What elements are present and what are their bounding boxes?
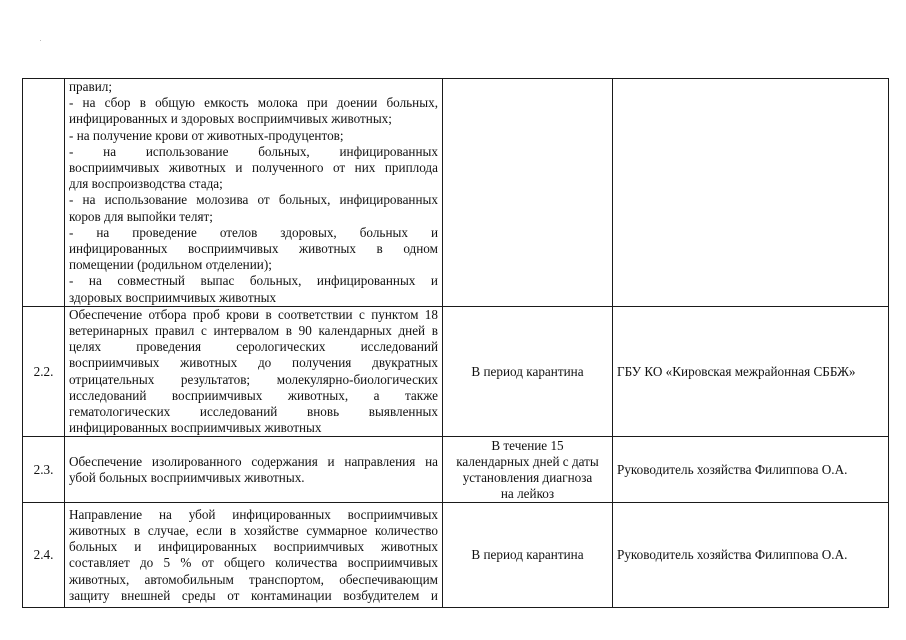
measure-responsible: Руководитель хозяйства Филиппова О.А. <box>613 437 889 503</box>
measures-table <box>22 78 889 608</box>
scan-artifact-dot <box>40 40 41 41</box>
measure-description <box>65 437 443 503</box>
table-row <box>23 79 889 307</box>
description-line: - на сбор в общую емкость молока при доении больных, <box>69 95 438 111</box>
measure-description <box>65 306 443 437</box>
term-line: на лейкоз <box>500 486 555 502</box>
measure-term <box>443 79 613 307</box>
term-line: установления диагноза <box>462 469 593 485</box>
measure-term <box>443 437 613 503</box>
row-number: 2.3. <box>23 437 65 503</box>
description-line: восприимчивых животных до получения двукратных <box>69 355 438 371</box>
description-line: - на использование больных, инфицированных <box>69 143 438 159</box>
table-row <box>23 306 889 437</box>
description-line: животных, автомобильным транспортом, обеспечивающим <box>69 571 438 587</box>
description-line: - на использование молозива от больных, инфицированных <box>69 192 438 208</box>
description-line: составляет до 5 % от общего количества восприимчивых <box>69 555 438 571</box>
measure-term: В период карантина <box>443 306 613 437</box>
description-line: исследований восприимчивых животных, а также <box>69 387 438 403</box>
row-number: 2.2. <box>23 306 65 437</box>
description-line: коров для выпойки телят; <box>69 208 213 224</box>
description-line: больных и инфицированных восприимчивых животных <box>69 539 438 555</box>
description-line: инфицированных восприимчивых животных <box>69 420 322 436</box>
description-line: ветеринарных правил с интервалом в 90 календарных дней в <box>69 323 438 339</box>
description-line: помещении (родильном отделении); <box>69 257 272 273</box>
description-line: - на получение крови от животных-продуцентов; <box>69 127 344 143</box>
description-line: гематологических исследований вновь выявленных <box>69 404 438 420</box>
description-line: животных в случае, если в хозяйстве суммарное количество <box>69 523 438 539</box>
description-line: отрицательных результатов; молекулярно-биологических <box>69 371 438 387</box>
row-number: 2.4. <box>23 503 65 608</box>
description-line: защиту внешней среды от контаминации возбудителем и <box>69 587 438 603</box>
description-line: убой больных восприимчивых животных. <box>69 469 305 485</box>
measure-description <box>65 79 443 307</box>
measure-responsible <box>613 79 889 307</box>
description-line: целях проведения серологических исследований <box>69 339 438 355</box>
description-line: Направление на убой инфицированных восприимчивых <box>69 506 438 522</box>
description-line: Обеспечение изолированного содержания и направления на <box>69 453 438 469</box>
description-line: - на совместный выпас больных, инфицированных и <box>69 273 438 289</box>
term-line: В течение 15 <box>491 437 564 453</box>
description-line: Обеспечение отбора проб крови в соответствии с пунктом 18 <box>69 306 438 322</box>
term-line: календарных дней с даты <box>456 453 599 469</box>
description-line: - на проведение отелов здоровых, больных и <box>69 224 438 240</box>
description-line: правил; <box>69 79 113 94</box>
measure-term: В период карантина <box>443 503 613 608</box>
measure-responsible: ГБУ КО «Кировская межрайонная СББЖ» <box>613 306 889 437</box>
description-line: для воспроизводства стада; <box>69 176 223 192</box>
row-number <box>23 79 65 307</box>
table-row <box>23 503 889 608</box>
description-line: инфицированных восприимчивых животных в одном <box>69 241 438 257</box>
description-line: здоровых восприимчивых животных <box>69 289 277 305</box>
description-line: восприимчивых животных и полученного от них приплода <box>69 160 438 176</box>
measure-description <box>65 503 443 608</box>
measure-responsible: Руководитель хозяйства Филиппова О.А. <box>613 503 889 608</box>
description-line: инфицированных и здоровых восприимчивых животных; <box>69 111 392 127</box>
table-row <box>23 437 889 503</box>
